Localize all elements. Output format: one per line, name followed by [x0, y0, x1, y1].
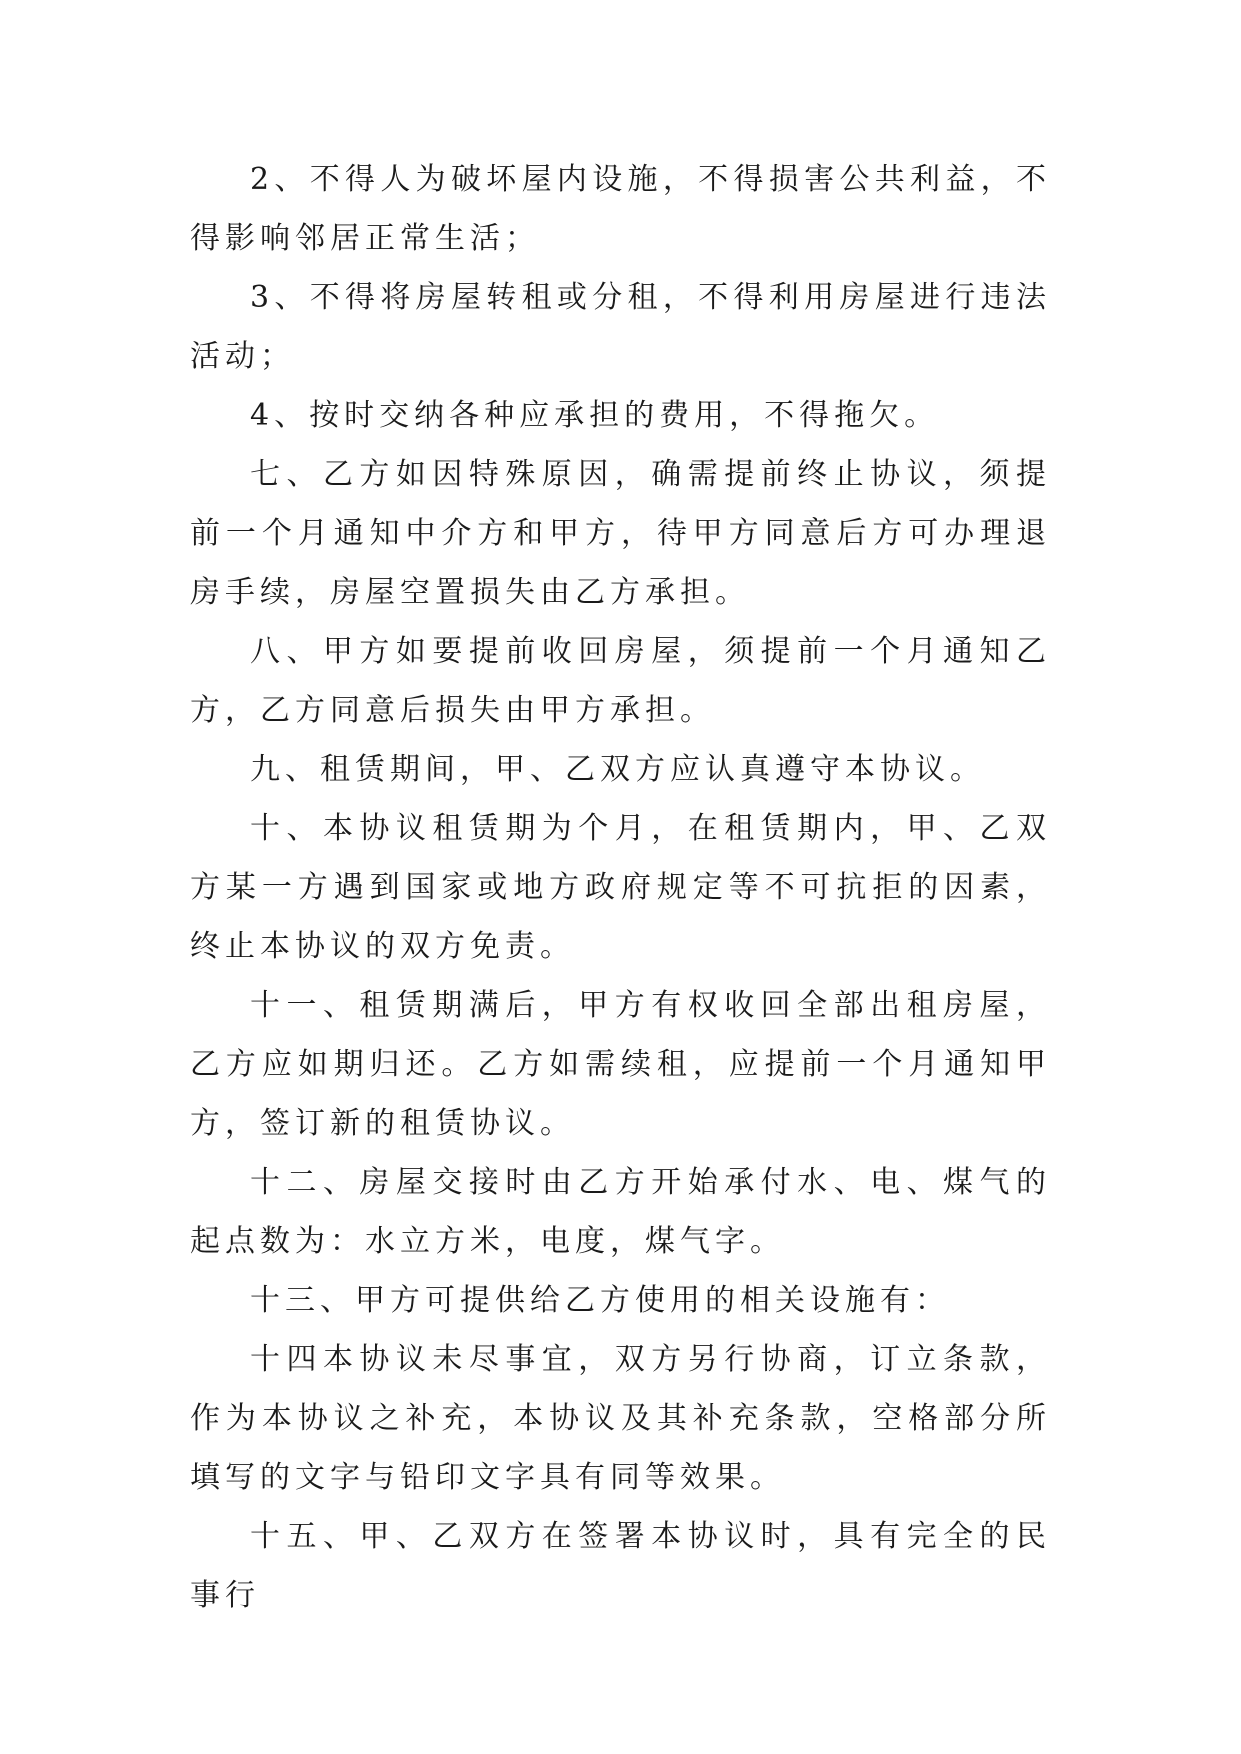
- clause-8-paragraph: 八、甲方如要提前收回房屋，须提前一个月通知乙方，乙方同意后损失由甲方承担。: [190, 634, 1051, 728]
- clause-12-paragraph: 十二、房屋交接时由乙方开始承付水、电、煤气的起点数为：水立方米，电度，煤气字。: [190, 1165, 1051, 1259]
- clause-4-paragraph: 4、按时交纳各种应承担的费用，不得拖欠。: [250, 398, 940, 433]
- clause-15-paragraph: 十五、甲、乙双方在签署本协议时，具有完全的民事行: [190, 1519, 1051, 1613]
- clause-13-paragraph: 十三、甲方可提供给乙方使用的相关设施有：: [250, 1283, 950, 1318]
- clause-9-paragraph: 九、租赁期间，甲、乙双方应认真遵守本协议。: [250, 752, 985, 787]
- document-page: [190, 150, 1051, 1625]
- clause-11-paragraph: 十一、租赁期满后，甲方有权收回全部出租房屋，乙方应如期归还。乙方如需续租，应提前一个月通知甲方，签订新的租赁协议。: [190, 988, 1051, 1141]
- clause-10-paragraph: 十、本协议租赁期为个月，在租赁期内，甲、乙双方某一方遇到国家或地方政府规定等不可抗拒的因素，终止本协议的双方免责。: [190, 811, 1051, 964]
- clause-7-paragraph: 七、乙方如因特殊原因，确需提前终止协议，须提前一个月通知中介方和甲方，待甲方同意后方可办理退房手续，房屋空置损失由乙方承担。: [190, 457, 1051, 610]
- clause-3-paragraph: 3、不得将房屋转租或分租，不得利用房屋进行违法活动；: [190, 280, 1051, 374]
- clause-2-paragraph: 2、不得人为破坏屋内设施，不得损害公共利益，不得影响邻居正常生活；: [190, 162, 1051, 256]
- clause-14-paragraph: 十四本协议未尽事宜，双方另行协商，订立条款，作为本协议之补充，本协议及其补充条款，空格部分所填写的文字与铅印文字具有同等效果。: [190, 1342, 1051, 1495]
